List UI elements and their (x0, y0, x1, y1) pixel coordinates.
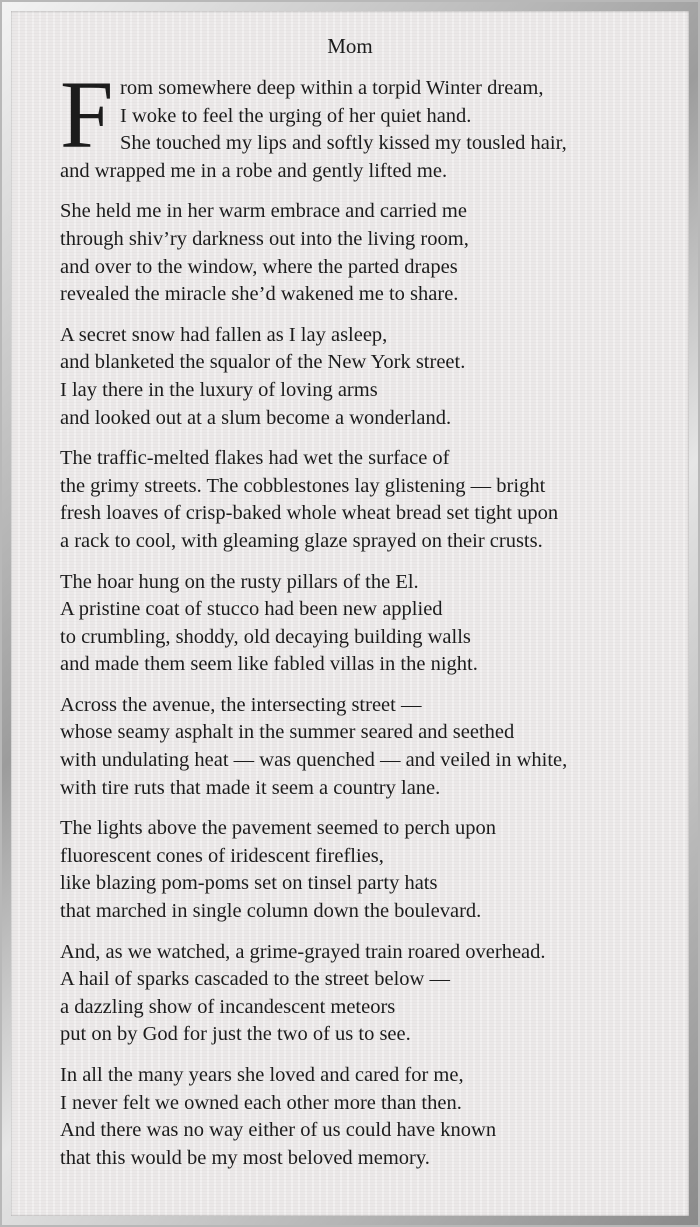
stanza-8 (60, 939, 660, 1049)
poem-line: and wrapped me in a robe and gently lifted me. (60, 159, 448, 182)
poem-line: and blanketed the squalor of the New York street. (60, 351, 466, 374)
poem-line: rom somewhere deep within a torpid Winter dream, (120, 77, 544, 99)
poem-line: that marched in single column down the boulevard. (60, 900, 482, 923)
poem-line: In all the many years she loved and cared for me, (60, 1064, 464, 1086)
poem-line: and looked out at a slum become a wonderland. (60, 406, 452, 429)
stanza-4 (60, 445, 660, 555)
poem-line: fresh loaves of crisp-baked whole wheat bread set tight upon (60, 502, 559, 525)
poem-line: The lights above the pavement seemed to perch upon (60, 817, 497, 840)
poem-line: Across the avenue, the intersecting street — (60, 693, 422, 716)
poem-line: fluorescent cones of iridescent fireflies, (60, 844, 384, 867)
poem-line: I woke to feel the urging of her quiet hand. (120, 104, 472, 127)
poem-line: with undulating heat — was quenched — and veiled in white, (60, 749, 568, 772)
poem-line: A pristine coat of stucco had been new applied (60, 598, 443, 621)
poem-line: I never felt we owned each other more than then. (60, 1091, 462, 1114)
poem-line: and made them seem like fabled villas in the night. (60, 653, 478, 676)
poem-line: a rack to cool, with gleaming glaze sprayed on their crusts. (60, 529, 543, 552)
poem-line: the grimy streets. The cobblestones lay glistening — bright (60, 474, 546, 497)
poem-line: And there was no way either of us could have known (60, 1119, 497, 1142)
poem-line: like blazing pom-poms set on tinsel party hats (60, 872, 438, 895)
stanza-2 (60, 198, 660, 308)
poem-line: And, as we watched, a grime-grayed train roared overhead. (60, 940, 546, 963)
drop-cap: F (60, 61, 114, 168)
poem-body (60, 61, 660, 1185)
poem-line: to crumbling, shoddy, old decaying building walls (60, 625, 471, 648)
poem-line: put on by God for just the two of us to see. (60, 1023, 411, 1046)
stanza-1 (60, 61, 660, 185)
poem-line: whose seamy asphalt in the summer seared and seethed (60, 721, 515, 744)
poem-line: She touched my lips and softly kissed my tousled hair, (120, 132, 567, 155)
poem-line: She held me in her warm embrace and carried me (60, 200, 467, 223)
poem-line: that this would be my most beloved memory. (60, 1146, 430, 1169)
stanza-7 (60, 815, 660, 925)
stanza-3 (60, 322, 660, 432)
poem-line: revealed the miracle she’d wakened me to share. (60, 283, 459, 306)
poem-title: Mom (327, 34, 373, 58)
poem-line: I lay there in the luxury of loving arms (60, 378, 378, 401)
stanza-9 (60, 1062, 660, 1172)
poem-line: The traffic-melted flakes had wet the surface of (60, 447, 450, 470)
stanza-5 (60, 569, 660, 679)
poem-line: A hail of sparks cascaded to the street below — (60, 968, 450, 991)
poem-line: through shiv’ry darkness out into the living room, (60, 227, 469, 250)
stanza-6 (60, 692, 660, 802)
poem-line: The hoar hung on the rusty pillars of the El. (60, 570, 419, 593)
poem-line: with tire ruts that made it seem a country lane. (60, 776, 441, 799)
poem-line: a dazzling show of incandescent meteors (60, 995, 396, 1018)
poem-line: A secret snow had fallen as I lay asleep, (60, 323, 388, 346)
poem-line: and over to the window, where the parted drapes (60, 255, 458, 278)
